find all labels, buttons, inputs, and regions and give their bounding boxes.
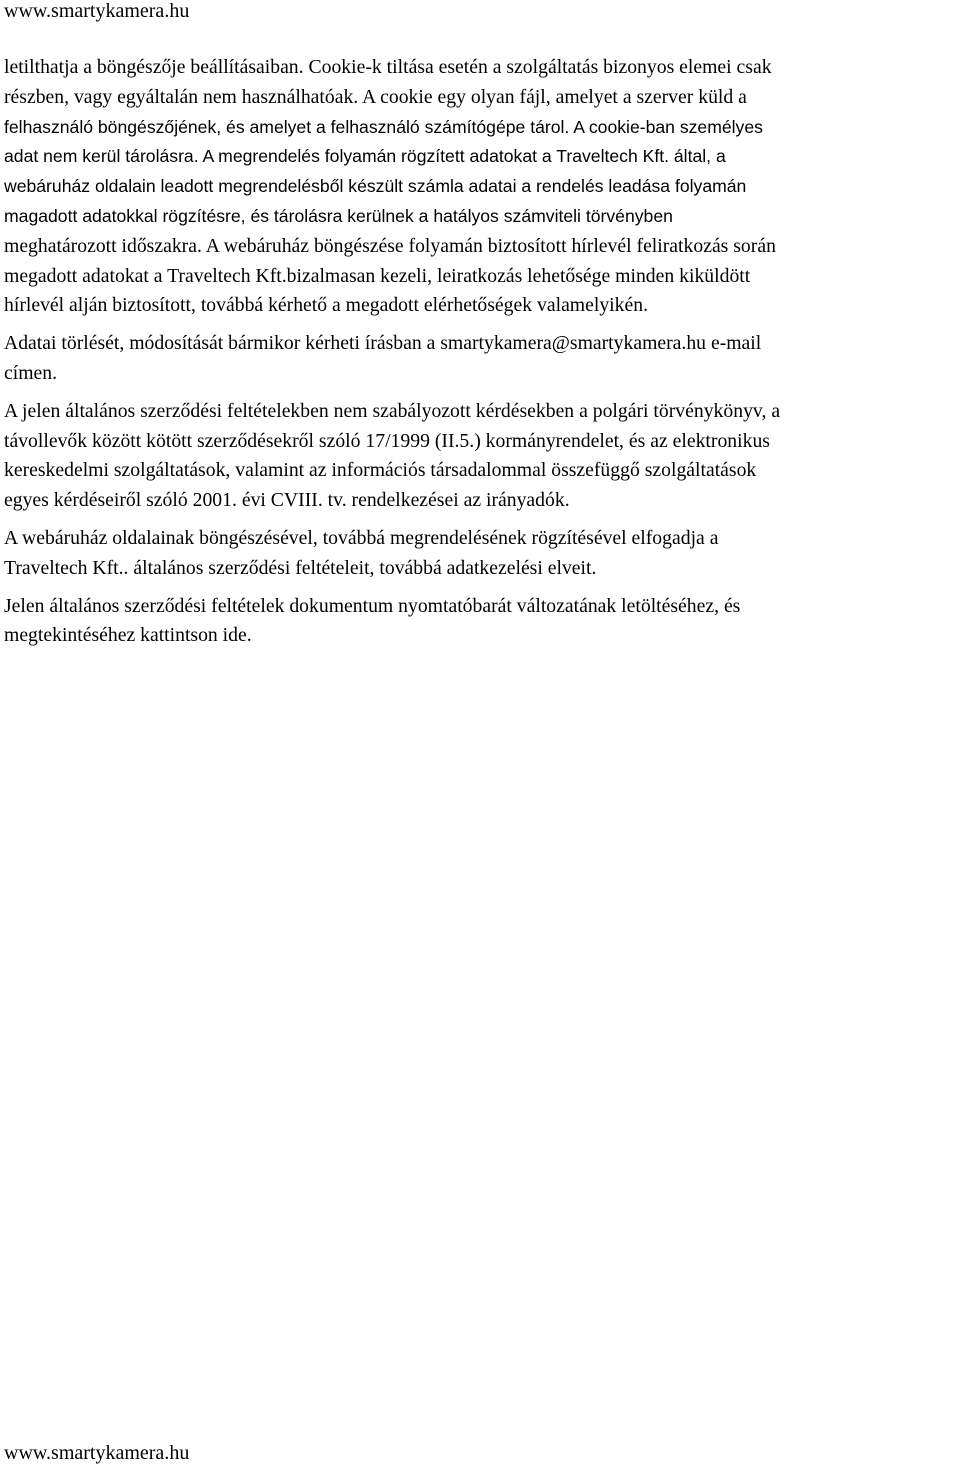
paragraph-acceptance xyxy=(4,524,960,584)
text-line: címen. xyxy=(4,361,58,384)
text-line: adat nem kerül tárolásra. A megrendelés folyamán rögzített adatokat a Traveltech Kft. által, a xyxy=(4,146,726,167)
text-line: meghatározott időszakra. A webáruház böngészése folyamán biztosított hírlevél feliratkozás során xyxy=(4,234,776,257)
text-line: webáruház oldalain leadott megrendelésből készült számla adatai a rendelés leadása folyamán xyxy=(4,176,747,197)
text-line: magadott adatokkal rögzítésre, és tárolásra kerülnek a hatályos számviteli törvényben xyxy=(4,205,673,226)
text-line: A webáruház oldalainak böngészésével, továbbá megrendelésének rögzítésével elfogadja a xyxy=(4,526,719,549)
paragraph-printable-version xyxy=(4,592,960,652)
document-body xyxy=(4,53,960,651)
paragraph-applicable-law xyxy=(4,397,960,516)
text-line: Adatai törlését, módosítását bármikor kérheti írásban a smartykamera@smartykamera.hu e-mail xyxy=(4,332,762,355)
page-header-url: www.smartykamera.hu xyxy=(4,0,190,22)
text-line: hírlevél alján biztosított, továbbá kérhető a megadott elérhetőségek valamelyikén. xyxy=(4,294,648,317)
paragraph-data-deletion xyxy=(4,329,960,389)
text-line: Traveltech Kft.. általános szerződési feltételeit, továbbá adatkezelési elveit. xyxy=(4,556,597,579)
text-line: részben, vagy egyáltalán nem használhatóak. A cookie egy olyan fájl, amelyet a szerver küld a xyxy=(4,85,747,108)
text-line: felhasználó böngészőjének, és amelyet a felhasználó számítógépe tárol. A cookie-ban személyes xyxy=(4,116,763,137)
text-line: kereskedelmi szolgáltatások, valamint az információs társadalommal összefüggő szolgáltatások xyxy=(4,459,757,482)
paragraph-cookies-data-handling xyxy=(4,53,960,321)
text-line: távollevők között kötött szerződésekről szóló 17/1999 (II.5.) kormányrendelet, és az elektronikus xyxy=(4,429,770,452)
text-line: letilthatja a böngészője beállításaiban. Cookie-k tiltása esetén a szolgáltatás bizonyos elemei csak xyxy=(4,56,772,78)
text-line: megadott adatokat a Traveltech Kft.bizalmasan kezeli, leiratkozás lehetősége minden kiküldött xyxy=(4,264,751,287)
text-line: megtekintéséhez kattintson ide. xyxy=(4,624,252,647)
text-line: Jelen általános szerződési feltételek dokumentum nyomtatóbarát változatának letöltéséhez, és xyxy=(4,594,741,617)
page-footer-url: www.smartykamera.hu xyxy=(4,1442,190,1464)
text-line: egyes kérdéseiről szóló 2001. évi CVIII. tv. rendelkezései az irányadók. xyxy=(4,489,570,512)
text-line: A jelen általános szerződési feltételekben nem szabályozott kérdésekben a polgári törvénykönyv, a xyxy=(4,399,781,422)
